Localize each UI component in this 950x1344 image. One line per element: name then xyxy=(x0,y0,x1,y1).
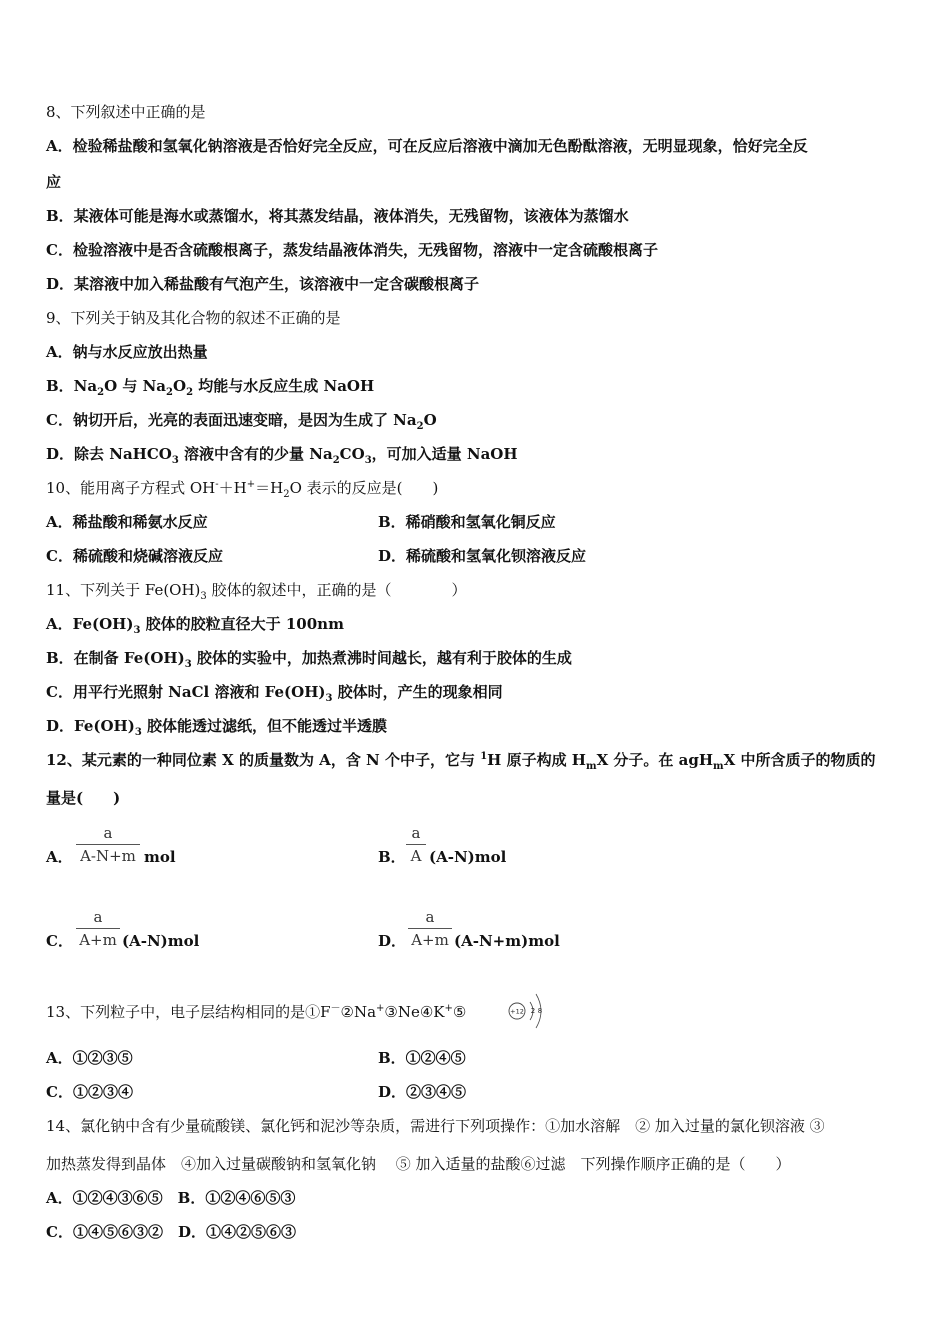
q9-stem: 9、下列关于钠及其化合物的叙述不正确的是 xyxy=(46,309,341,327)
q12-option-a-unit: mol xyxy=(144,848,176,866)
q11-stem: 11、下列关于 $Fe(OH)_3$ 胶体的叙述中，正确的是（ ） xyxy=(46,581,467,602)
q8-option-c: C．检验溶液中是否含硫酸根离子，蒸发结晶液体消失，无残留物，溶液中一定含硫酸根离子 xyxy=(46,241,658,259)
q9-option-b: B．$Na_2O$ 与 $Na_2O_2$ 均能与水反应生成 NaOH xyxy=(46,377,375,398)
q11-option-b: B．在制备 $Fe(OH)_3$ 胶体的实验中，加热煮沸时间越长，越有利于胶体的生成 xyxy=(46,649,572,670)
q9-option-d: D．除去 NaHCO$_3$ 溶液中含有的少量 $Na_2CO_3$，可加入适量 NaOH xyxy=(46,445,518,466)
q13-option-a: A．①②③⑤ xyxy=(46,1049,133,1067)
q10-option-a: A．稀盐酸和稀氨水反应 xyxy=(46,513,208,531)
q8-option-d: D．某溶液中加入稀盐酸有气泡产生，该溶液中一定含碳酸根离子 xyxy=(46,275,480,293)
q9-option-a: A．钠与水反应放出热量 xyxy=(46,343,208,361)
q12-option-c-unit: (A-N)mol xyxy=(122,932,200,950)
q12-option-d-unit: (A-N+m)mol xyxy=(454,932,560,950)
q14-stem-cont: 加热蒸发得到晶体 ④加入过量碳酸钠和氢氧化钠 ⑤ 加入适量的盐酸⑥过滤 下列操作顺序正确的是（ ） xyxy=(46,1155,791,1173)
q8-option-b: B．某液体可能是海水或蒸馏水，将其蒸发结晶，液体消失，无残留物，该液体为蒸馏水 xyxy=(46,207,629,225)
fraction-numerator: a xyxy=(411,824,421,842)
q8-stem: 8、下列叙述中正确的是 xyxy=(46,103,206,121)
q13-option-b: B．①②④⑤ xyxy=(378,1049,466,1067)
fraction-denominator: A-N+m xyxy=(80,847,136,865)
q14-stem: 14、氯化钠中含有少量硫酸镁、氯化钙和泥沙等杂质，需进行下列项操作：①加水溶解 ② 加入过量的氯化钡溶液 ③ xyxy=(46,1117,825,1135)
fraction-denominator: A+m xyxy=(79,931,117,949)
q12-option-a-label: A． xyxy=(46,848,73,866)
q11-option-a: A．$Fe(OH)_3$ 胶体的胶粒直径大于 100nm xyxy=(46,615,344,636)
q10-option-d: D．稀硫酸和氢氧化钡溶液反应 xyxy=(378,547,587,565)
q8-option-a-cont: 应 xyxy=(46,173,62,191)
q13-option-c: C．①②③④ xyxy=(46,1083,133,1101)
q10-stem: 10、能用离子方程式 $OH^-+H^+=H_2O$ 表示的反应是( ) xyxy=(46,479,439,500)
q12-option-c-fraction xyxy=(76,906,120,951)
fraction-numerator: a xyxy=(425,908,435,926)
q12-option-a-fraction xyxy=(76,822,140,867)
q10-option-b: B．稀硝酸和氢氧化铜反应 xyxy=(378,513,556,531)
q12-option-b-fraction xyxy=(406,822,426,867)
q12-option-b-unit: (A-N)mol xyxy=(429,848,507,866)
fraction-denominator: A xyxy=(410,847,422,865)
q13-stem: 13、下列粒子中，电子层结构相同的是①F－②Na+③Ne④K+⑤ xyxy=(46,1003,467,1021)
q14-options-ab: A．①②④③⑥⑤ B．①②④⑥⑤③ xyxy=(46,1189,296,1207)
q11-option-c: C．用平行光照射 NaCl 溶液和 $Fe(OH)_3$ 胶体时，产生的现象相同 xyxy=(46,683,503,704)
fraction-numerator: a xyxy=(103,824,113,842)
q12-stem: 12、某元素的一种同位素 X 的质量数为 A，含 N 个中子，它与 $^1$H 原子构成 $H_mX$ 分子。在 agH$_m$X 中所含质子的物质的 xyxy=(46,751,876,772)
fraction-denominator: A+m xyxy=(411,931,449,949)
q12-option-d-label: D． xyxy=(378,932,407,950)
shell-1-electrons: 2 xyxy=(530,1007,536,1015)
atom-structure-icon xyxy=(506,988,550,1034)
nucleus-charge: +12 xyxy=(510,1007,524,1016)
q8-option-a: A．检验稀盐酸和氢氧化钠溶液是否恰好完全反应，可在反应后溶液中滴加无色酚酞溶液，无明显现象，恰好完全反 xyxy=(46,137,808,155)
q12-option-d-fraction xyxy=(408,906,452,951)
q13-option-d: D．②③④⑤ xyxy=(378,1083,467,1101)
q12-option-b-label: B． xyxy=(378,848,406,866)
q12-option-c-label: C． xyxy=(46,932,73,950)
q12-stem-cont: 量是( ) xyxy=(46,789,121,807)
q14-options-cd: C．①④⑤⑥③② D．①④②⑤⑥③ xyxy=(46,1223,296,1241)
q9-option-c: C．钠切开后，光亮的表面迅速变暗，是因为生成了 $Na_2O$ xyxy=(46,411,437,432)
shell-2-electrons: 8 xyxy=(537,1007,543,1015)
fraction-numerator: a xyxy=(93,908,103,926)
q10-option-c: C．稀硫酸和烧碱溶液反应 xyxy=(46,547,223,565)
q11-option-d: D．$Fe(OH)_3$ 胶体能透过滤纸，但不能透过半透膜 xyxy=(46,717,388,738)
